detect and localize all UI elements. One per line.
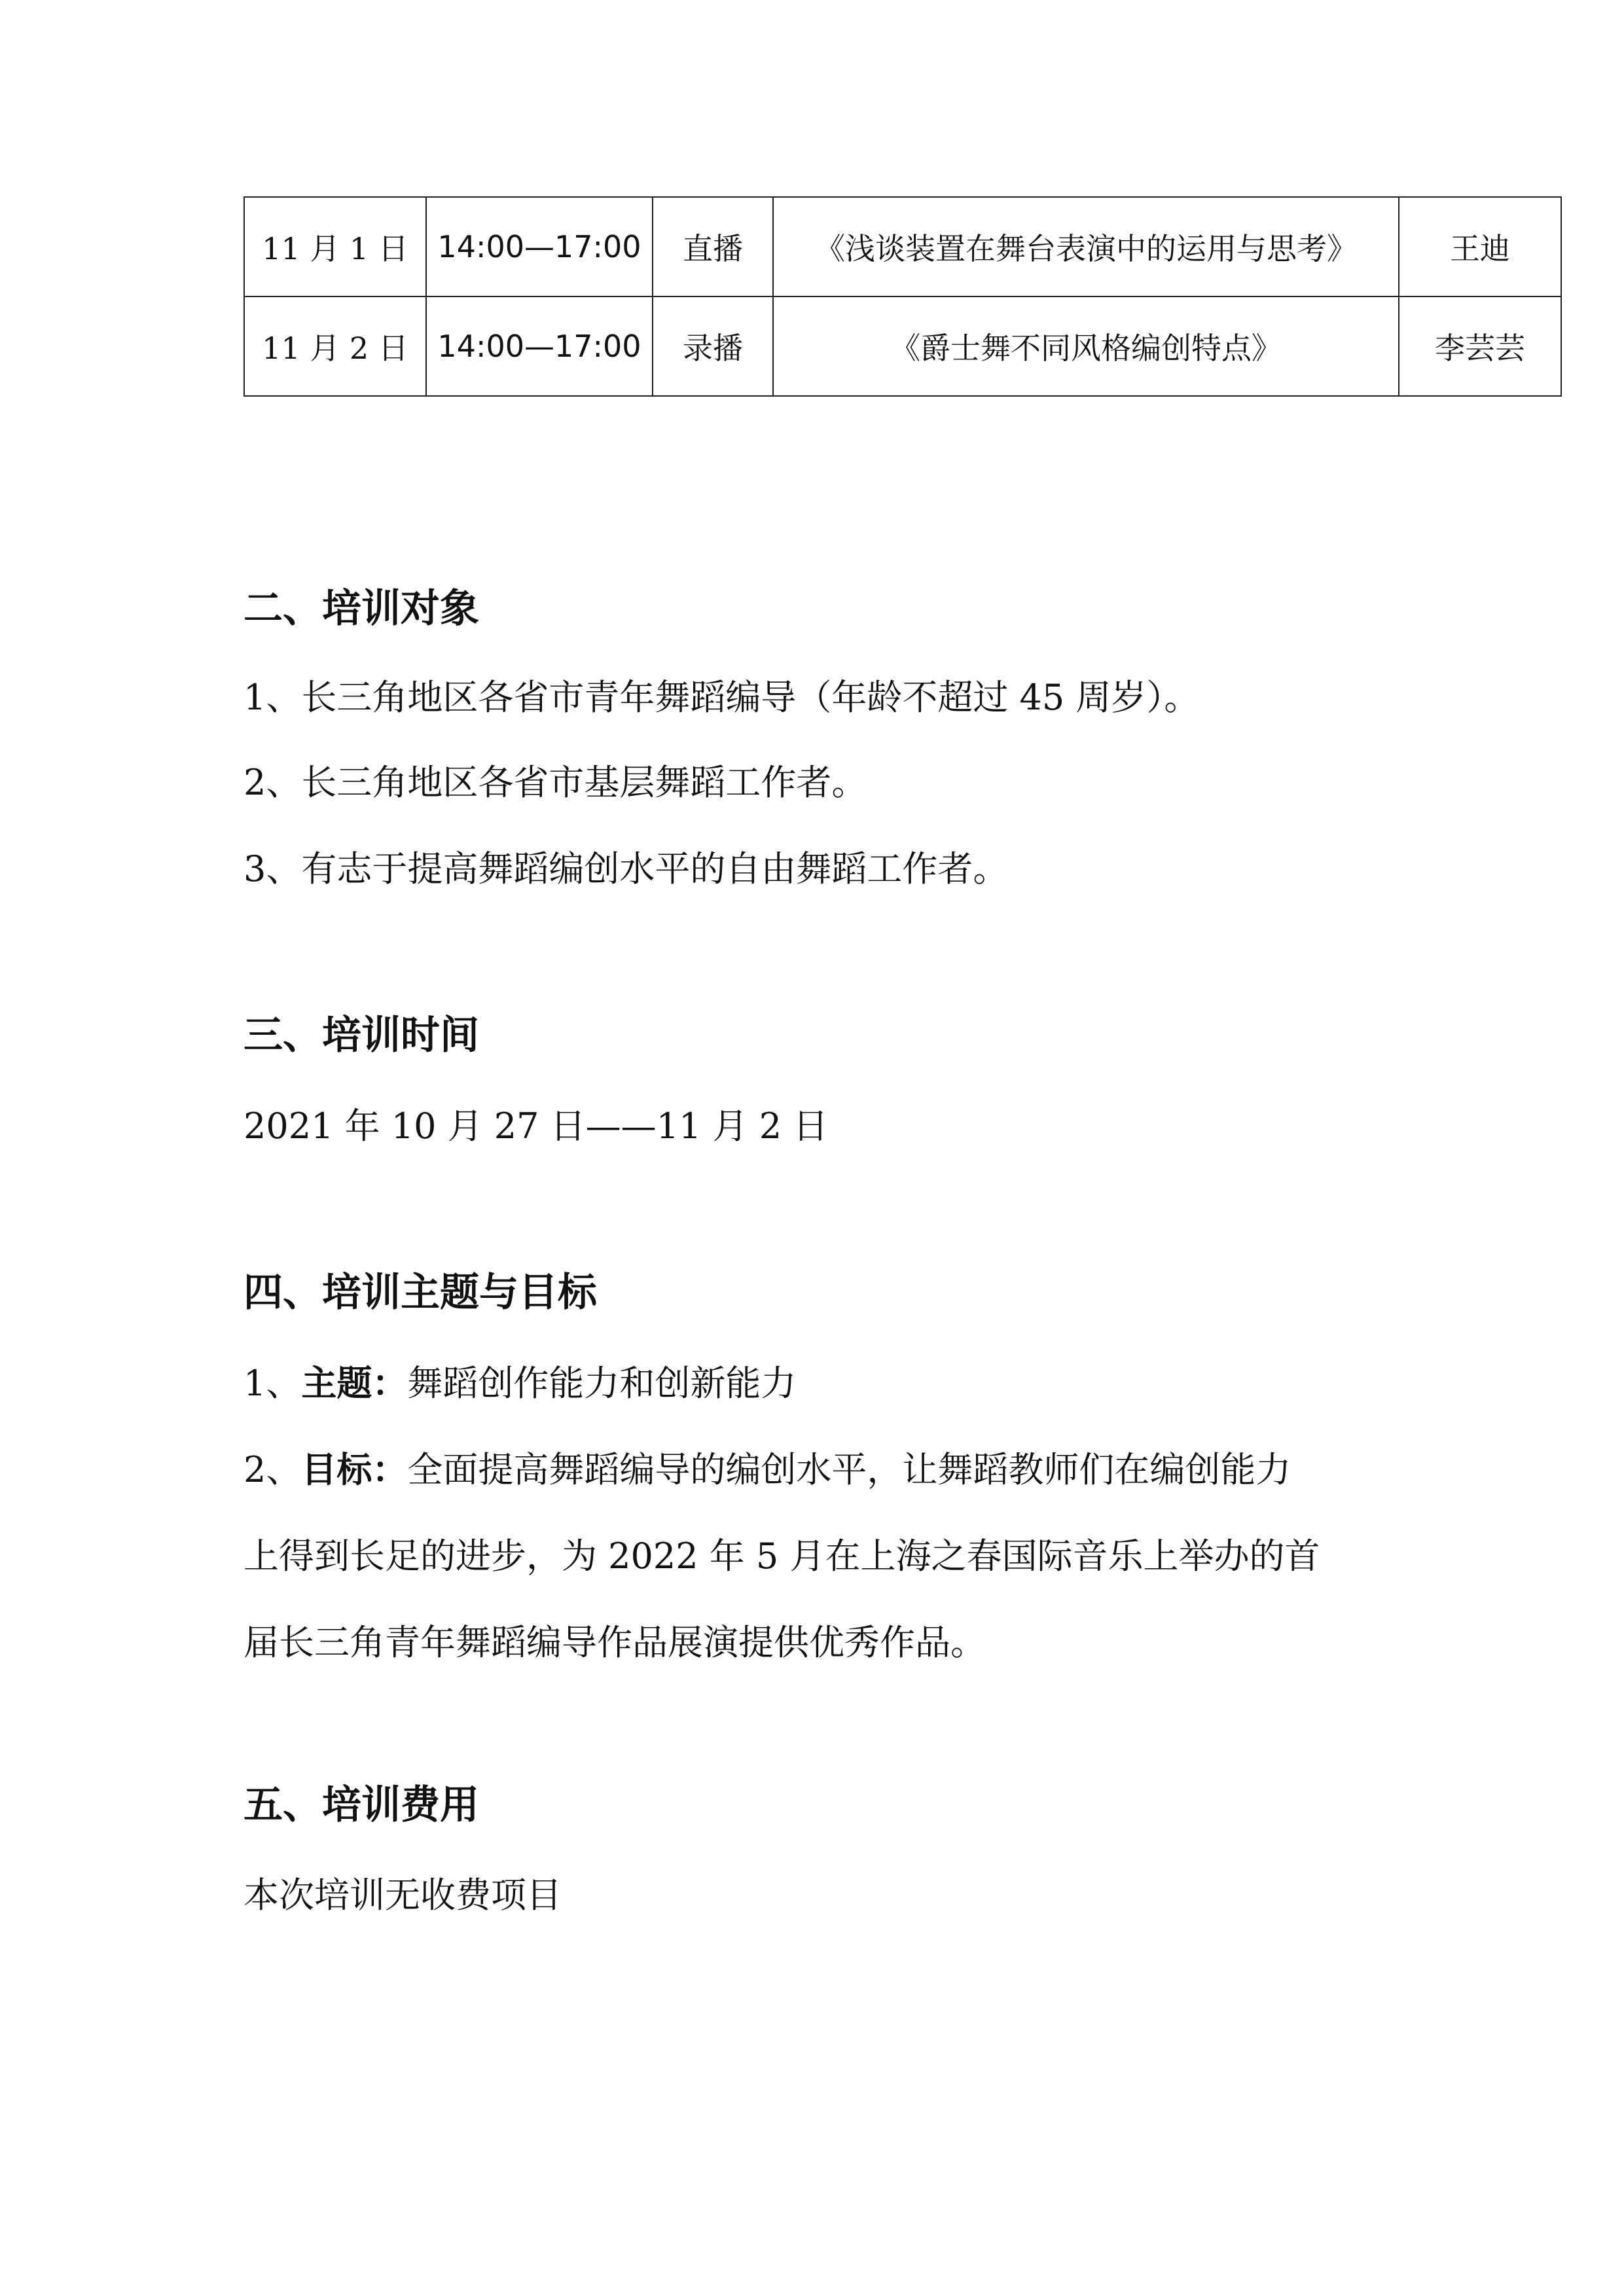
theme-item: [244, 1360, 796, 1407]
trainee-item-2: 2、长三角地区各省市基层舞蹈工作者。: [244, 762, 867, 803]
goal-prefix: 2、: [244, 1449, 302, 1490]
trainee-item-1: 1、长三角地区各省市青年舞蹈编导（年龄不超过 45 周岁）。: [244, 677, 1200, 718]
trainee-item-3: 3、有志于提高舞蹈编创水平的自由舞蹈工作者。: [244, 848, 1009, 889]
section-heading-trainees: 二、培训对象: [244, 586, 479, 632]
theme-text: 舞蹈创作能力和创新能力: [407, 1363, 797, 1404]
date-cell: 11 月 1 日: [244, 197, 426, 296]
time-cell: 14:00—17:00: [426, 296, 653, 396]
teacher-cell: 王迪: [1399, 197, 1561, 296]
mode-cell: 录播: [653, 296, 773, 396]
date-cell: 11 月 2 日: [244, 296, 426, 396]
fees-text: 本次培训无收费项目: [244, 1874, 562, 1916]
section-heading-theme: 四、培训主题与目标: [244, 1270, 597, 1316]
topic-cell: 《爵士舞不同风格编创特点》: [773, 296, 1399, 396]
teacher-cell: 李芸芸: [1399, 296, 1561, 396]
goal-label: 目标：: [301, 1449, 408, 1490]
goal-item-line-3: 届长三角青年舞蹈编导作品展演提供优秀作品。: [244, 1622, 986, 1663]
schedule-table: [244, 196, 1562, 397]
table-row: [244, 296, 1561, 396]
goal-item-line-2: 上得到长足的进步，为 2022 年 5 月在上海之春国际音乐上举办的首: [244, 1535, 1320, 1577]
section-heading-fees: 五、培训费用: [244, 1782, 479, 1828]
goal-item-line-1: [244, 1446, 1291, 1494]
goal-text-line-1: 全面提高舞蹈编导的编创水平，让舞蹈教师们在编创能力: [407, 1449, 1291, 1490]
theme-prefix: 1、: [244, 1363, 302, 1404]
section-heading-time: 三、培训时间: [244, 1013, 479, 1058]
training-dates: 2021 年 10 月 27 日——11 月 2 日: [244, 1105, 829, 1147]
topic-cell: 《浅谈装置在舞台表演中的运用与思考》: [773, 197, 1399, 296]
mode-cell: 直播: [653, 197, 773, 296]
theme-label: 主题：: [301, 1363, 408, 1404]
time-cell: 14:00—17:00: [426, 197, 653, 296]
table-row: [244, 197, 1561, 296]
